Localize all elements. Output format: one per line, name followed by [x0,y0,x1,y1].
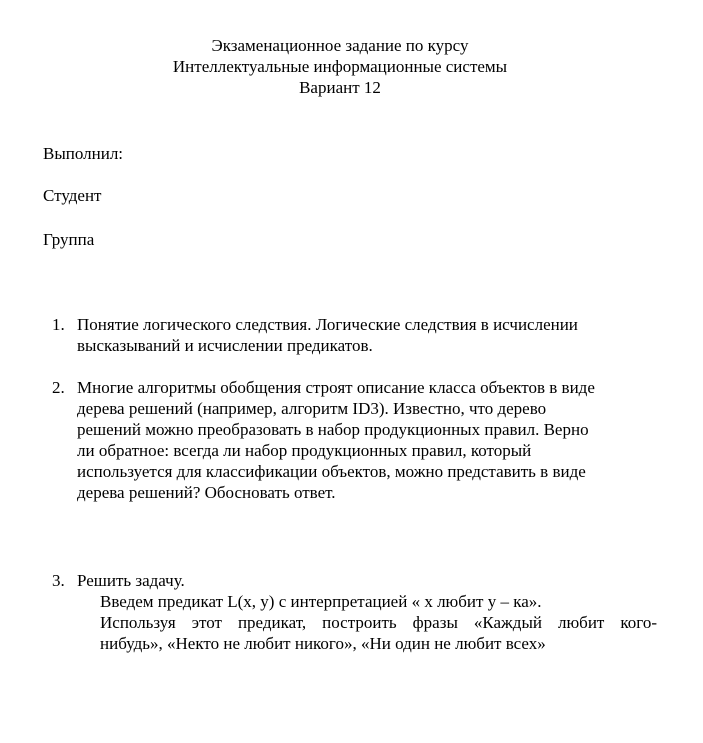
task-text [77,570,652,591]
student-label: Студент [43,186,102,205]
task-line: дерева решений (например, алгоритм ID3). Известно, что дерево [77,399,547,418]
problem-line: Введем предикат L(x, y) с интерпретацией « x любит y – ка». [100,592,542,611]
header-subject-line: Интеллектуальные информационные системы [172,57,508,76]
task-line: Решить задачу. [77,571,185,590]
task-line: решений можно преобразовать в набор продукционных правил. Верно [77,420,589,439]
task-2 [52,377,652,503]
task-line: Понятие логического следствия. Логические следствия в исчислении [77,315,578,334]
header-variant-line: Вариант 12 [299,78,381,97]
task-text [77,314,652,356]
task-text [77,377,652,503]
document-header [0,35,680,98]
task-number: 2. [52,378,65,397]
task-line: ли обратное: всегда ли набор продукционных правил, который [77,441,532,460]
task-line: высказываний и исчислении предикатов. [77,336,373,355]
problem-statement [100,591,657,654]
task-3 [52,570,657,654]
task-line: используется для классификации объектов, можно представить в виде [77,462,586,481]
group-label: Группа [43,230,95,249]
header-course-line: Экзаменационное задание по курсу [211,36,469,55]
performed-by-label: Выполнил: [43,144,124,163]
task-line: Многие алгоритмы обобщения строят описание класса объектов в виде [77,378,595,397]
task-1 [52,314,652,356]
problem-line: нибудь», «Некто не любит никого», «Ни один не любит всех» [100,634,546,653]
task-number: 3. [52,571,65,590]
task-number: 1. [52,315,65,334]
problem-line: Используя этот предикат, построить фразы «Каждый любит кого- [100,613,657,632]
task-line: дерева решений? Обосновать ответ. [77,483,336,502]
